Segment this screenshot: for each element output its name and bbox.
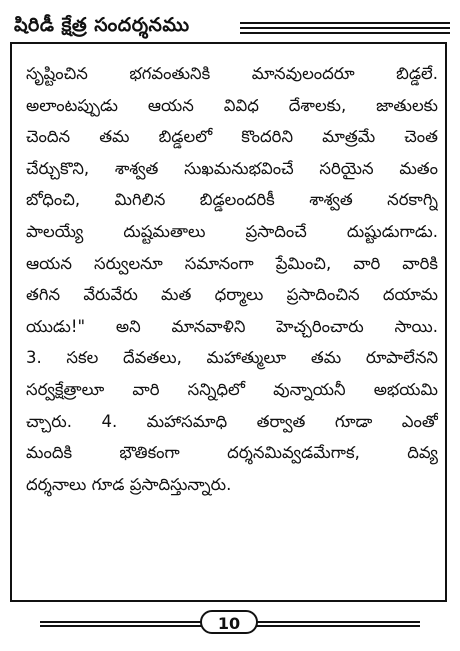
text-line: చ్చారు. 4. మహాసమాధి తర్వాత గూడా ఎంతో	[26, 411, 438, 431]
text-line: యుడు!" అని మానవాళిని హెచ్చరించారు సాయి.	[26, 316, 438, 336]
text-line: 3. సకల దేవతలు, మహాత్ములూ తమ రూపాలేనని	[26, 348, 438, 368]
text-line: సర్వక్షేత్రాలూ వారి సన్నిధిలో వున్నాయనీ అభయమి	[26, 379, 438, 399]
text-line: అలాంటప్పుడు ఆయన వివిధ దేశాలకు, జాతులకు	[26, 95, 438, 115]
text-line: చెందిన తమ బిడ్డలలో కొందరిని మాత్రమే చెంత	[26, 127, 438, 147]
body-text	[26, 58, 438, 500]
text-line: మందికి భౌతికంగా దర్శనమివ్వడమేగాక, దివ్య	[26, 443, 438, 463]
text-line: పాలయ్యే దుష్టమతాలు ప్రసాదించే దుష్టుడుగాడు.	[26, 221, 438, 241]
text-line: బోధించి, మిగిలిన బిడ్డలందరికీ శాశ్వత నరకాగ్ని	[26, 190, 438, 210]
page-number: 10	[200, 610, 258, 634]
running-title: షిరిడీ క్షేత్ర సందర్శనము	[14, 14, 190, 36]
text-line: ఆయన సర్వులనూ సమానంగా ప్రేమించి, వారి వారికి	[26, 253, 438, 273]
text-line: చేర్చుకొని, శాశ్వత సుఖమనుభవించే సరియైన మతం	[26, 158, 438, 178]
text-line: తగిన వేరువేరు మత ధర్మాలు ప్రసాదించిన దయామ	[26, 285, 438, 305]
page-header	[10, 12, 450, 42]
page-footer	[40, 610, 420, 636]
text-line: దర్శనాలు గూడ ప్రసాదిస్తున్నారు.	[26, 474, 232, 494]
text-line: సృష్టించిన భగవంతునికి మానవులందరూ బిడ్డలే.	[26, 64, 438, 83]
header-rules	[240, 22, 450, 36]
